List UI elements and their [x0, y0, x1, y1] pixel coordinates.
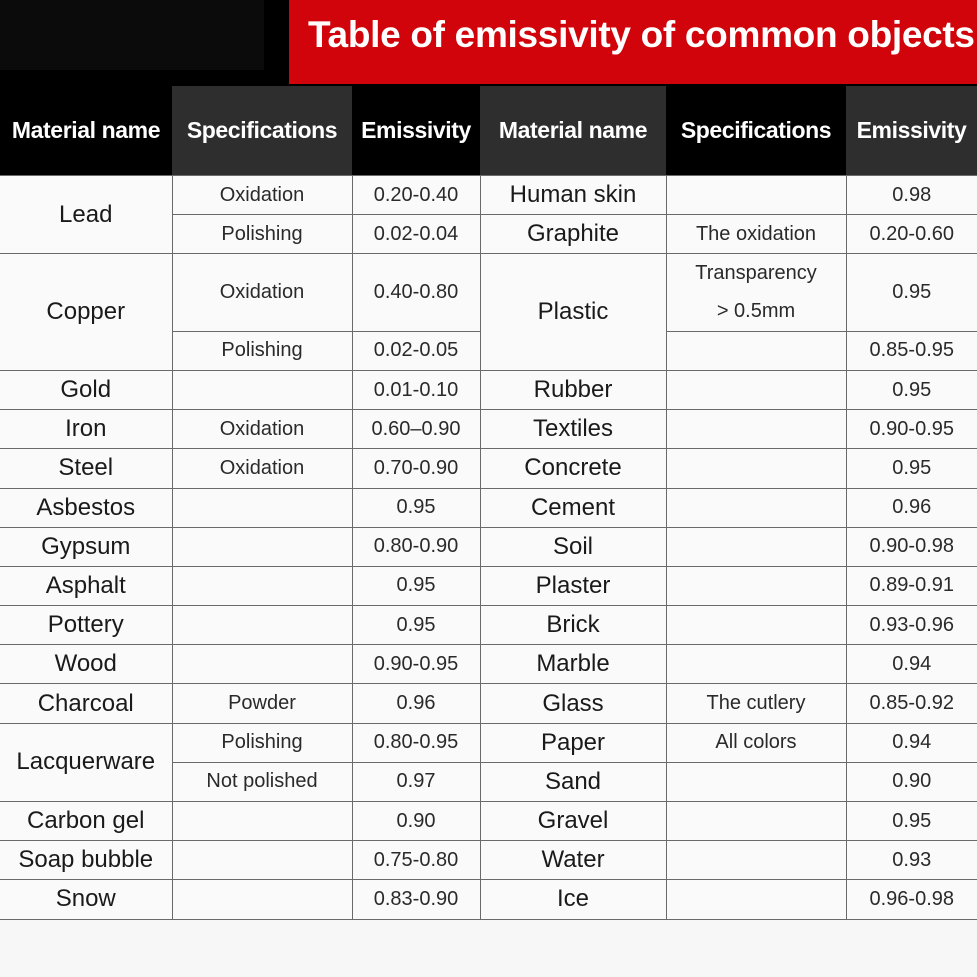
specification: The oxidation	[666, 215, 846, 254]
specification	[172, 645, 352, 684]
emissivity-value: 0.60–0.90	[352, 410, 480, 449]
specification: Polishing	[172, 215, 352, 254]
material-name: Graphite	[480, 215, 666, 254]
table-row	[0, 254, 977, 293]
emissivity-value: 0.95	[846, 802, 977, 841]
emissivity-value: 0.96-0.98	[846, 880, 977, 919]
specification	[666, 606, 846, 645]
table-row	[0, 449, 977, 488]
material-name: Iron	[0, 410, 172, 449]
emissivity-value: 0.90	[846, 762, 977, 801]
material-name: Paper	[480, 723, 666, 762]
material-name: Plastic	[480, 254, 666, 371]
table-row	[0, 606, 977, 645]
header-material-name-left: Material name	[0, 86, 172, 176]
emissivity-value: 0.20-0.60	[846, 215, 977, 254]
specification: All colors	[666, 723, 846, 762]
emissivity-value: 0.80-0.95	[352, 723, 480, 762]
emissivity-value: 0.70-0.90	[352, 449, 480, 488]
emissivity-value: 0.90	[352, 802, 480, 841]
specification: Oxidation	[172, 254, 352, 331]
material-name: Soil	[480, 527, 666, 566]
table-row	[0, 488, 977, 527]
emissivity-value: 0.85-0.95	[846, 331, 977, 370]
specification	[172, 488, 352, 527]
material-name: Asphalt	[0, 566, 172, 605]
material-name: Human skin	[480, 176, 666, 215]
specification	[666, 410, 846, 449]
header-emissivity-right: Emissivity	[846, 86, 977, 176]
emissivity-value: 0.94	[846, 645, 977, 684]
page-title: Table of emissivity of common objects	[308, 14, 975, 55]
specification	[666, 566, 846, 605]
specification	[666, 802, 846, 841]
material-name: Carbon gel	[0, 802, 172, 841]
emissivity-value: 0.97	[352, 762, 480, 801]
specification	[666, 841, 846, 880]
specification: Transparency	[666, 254, 846, 293]
emissivity-value: 0.95	[352, 488, 480, 527]
emissivity-value: 0.02-0.04	[352, 215, 480, 254]
material-name: Rubber	[480, 370, 666, 409]
header-row	[0, 86, 977, 176]
specification	[666, 645, 846, 684]
specification: Not polished	[172, 762, 352, 801]
emissivity-value: 0.40-0.80	[352, 254, 480, 331]
table-row	[0, 880, 977, 919]
specification	[172, 880, 352, 919]
material-name: Charcoal	[0, 684, 172, 723]
material-name: Glass	[480, 684, 666, 723]
emissivity-value: 0.98	[846, 176, 977, 215]
material-name: Wood	[0, 645, 172, 684]
material-name: Sand	[480, 762, 666, 801]
table-row	[0, 684, 977, 723]
material-name: Gypsum	[0, 527, 172, 566]
specification: Oxidation	[172, 449, 352, 488]
material-name: Lacquerware	[0, 723, 172, 801]
emissivity-value: 0.01-0.10	[352, 370, 480, 409]
specification	[666, 762, 846, 801]
specification: Oxidation	[172, 176, 352, 215]
specification: Polishing	[172, 331, 352, 370]
emissivity-value: 0.94	[846, 723, 977, 762]
banner-dark-panel	[0, 0, 264, 70]
specification	[172, 802, 352, 841]
material-name: Copper	[0, 254, 172, 371]
emissivity-value: 0.95	[352, 566, 480, 605]
specification: > 0.5mm	[666, 293, 846, 332]
table-row	[0, 645, 977, 684]
material-name: Marble	[480, 645, 666, 684]
material-name: Gold	[0, 370, 172, 409]
specification	[666, 331, 846, 370]
specification	[172, 566, 352, 605]
material-name: Cement	[480, 488, 666, 527]
emissivity-value: 0.80-0.90	[352, 527, 480, 566]
table-row	[0, 566, 977, 605]
material-name: Textiles	[480, 410, 666, 449]
specification	[172, 606, 352, 645]
table-row	[0, 370, 977, 409]
table-row	[0, 176, 977, 215]
table-row	[0, 841, 977, 880]
emissivity-value: 0.93	[846, 841, 977, 880]
specification	[666, 176, 846, 215]
emissivity-value: 0.95	[846, 449, 977, 488]
emissivity-value: 0.02-0.05	[352, 331, 480, 370]
emissivity-value: 0.85-0.92	[846, 684, 977, 723]
specification: Powder	[172, 684, 352, 723]
specification	[172, 370, 352, 409]
table-row	[0, 527, 977, 566]
emissivity-table	[0, 86, 977, 920]
emissivity-value: 0.95	[846, 370, 977, 409]
material-name: Ice	[480, 880, 666, 919]
specification	[666, 370, 846, 409]
header-emissivity-left: Emissivity	[352, 86, 480, 176]
emissivity-value: 0.90-0.95	[846, 410, 977, 449]
specification	[172, 841, 352, 880]
material-name: Plaster	[480, 566, 666, 605]
header-specifications-left: Specifications	[172, 86, 352, 176]
material-name: Pottery	[0, 606, 172, 645]
material-name: Steel	[0, 449, 172, 488]
title-banner	[0, 0, 977, 86]
material-name: Concrete	[480, 449, 666, 488]
specification	[666, 880, 846, 919]
emissivity-value: 0.93-0.96	[846, 606, 977, 645]
emissivity-value: 0.90-0.95	[352, 645, 480, 684]
material-name: Lead	[0, 176, 172, 254]
emissivity-value: 0.96	[846, 488, 977, 527]
table-row	[0, 723, 977, 762]
specification	[666, 488, 846, 527]
material-name: Gravel	[480, 802, 666, 841]
header-material-name-right: Material name	[480, 86, 666, 176]
emissivity-value: 0.96	[352, 684, 480, 723]
material-name: Snow	[0, 880, 172, 919]
emissivity-value: 0.89-0.91	[846, 566, 977, 605]
table-row	[0, 410, 977, 449]
specification	[666, 449, 846, 488]
emissivity-value: 0.20-0.40	[352, 176, 480, 215]
table-row	[0, 802, 977, 841]
specification	[666, 527, 846, 566]
header-specifications-right: Specifications	[666, 86, 846, 176]
specification	[172, 527, 352, 566]
material-name: Soap bubble	[0, 841, 172, 880]
material-name: Water	[480, 841, 666, 880]
specification: Oxidation	[172, 410, 352, 449]
specification: Polishing	[172, 723, 352, 762]
material-name: Brick	[480, 606, 666, 645]
emissivity-value: 0.95	[846, 254, 977, 331]
material-name: Asbestos	[0, 488, 172, 527]
emissivity-value: 0.90-0.98	[846, 527, 977, 566]
specification: The cutlery	[666, 684, 846, 723]
emissivity-value: 0.75-0.80	[352, 841, 480, 880]
emissivity-value: 0.83-0.90	[352, 880, 480, 919]
emissivity-value: 0.95	[352, 606, 480, 645]
